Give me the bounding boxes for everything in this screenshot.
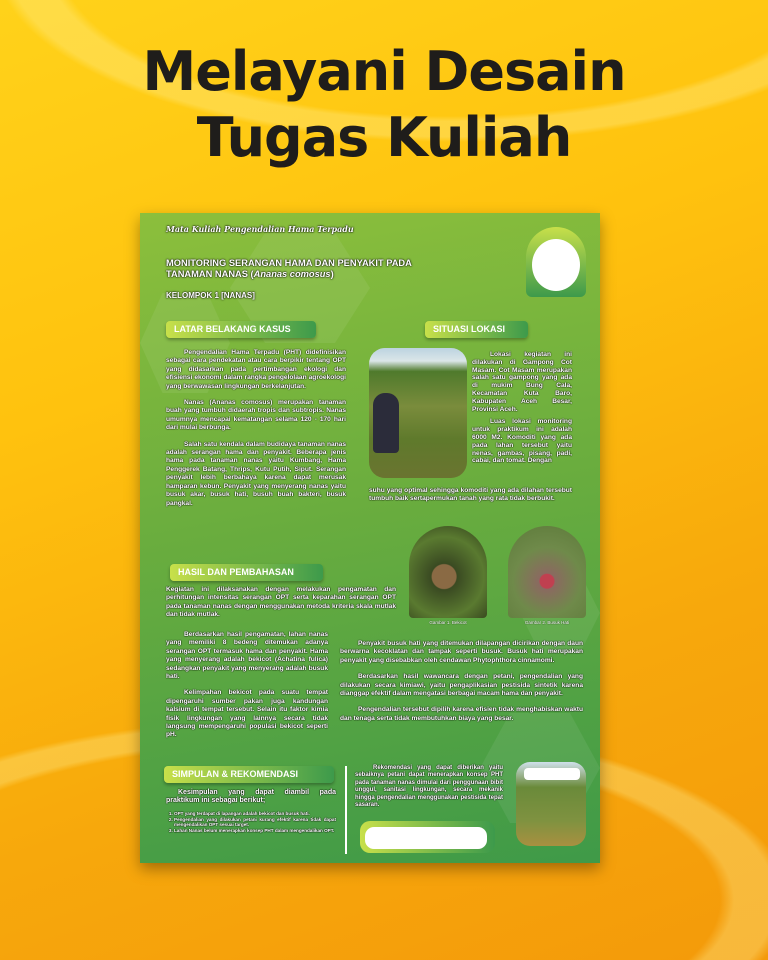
section-background: LATAR BELAKANG KASUS — [166, 321, 316, 338]
pineapple-photo — [508, 526, 586, 618]
title-line1: MONITORING SERANGAN HAMA DAN PENYAKIT PADA — [166, 258, 412, 268]
logo-placeholder — [532, 239, 580, 291]
section-location: SITUASI LOKASI — [425, 321, 528, 338]
background-para: Salah satu kendala dalam budidaya tanaman nanas adalah serangan hama dan penyakit. Beberapa jenis hama pada tanaman nanas yaitu Kumbang, Hama Penggerek Batang, Thrips, Kutu Putih, Siput. Serangan penyakit lebih berbahaya karena dapat merusak hamparan kebun. Penyakit yang menyerang nanas yaitu busuk akar, busuk hati, busuh buah bakteri, busuk pangkal. — [166, 440, 346, 507]
conclusion-item: 3. Lahan Nanas belum menerapkan konsep PHT dalam mengendalikan OPT. — [174, 828, 336, 834]
name-placeholder — [365, 827, 487, 849]
conclusion-item: 1. OPT yang terdapat di lapangan adalah bekicot dan busuk hati. — [174, 811, 336, 817]
location-text — [472, 351, 572, 465]
background-para: Nanas (Ananas comosus) merupakan tanaman buah yang tumbuh didaerah tropis dan subtropis. Nanas umumnya mencapai kematangan selama 120 - 170 hari dari mulai berbunga. — [166, 399, 346, 432]
results-intro: Kegiatan ini dilaksanakan dengan melakukan pengamatan dan perhitungan intensitas serangan OPT serta keparahan serangan OPT pada tanaman nanas dengan menggunakan metoda kriteria skala mutlak dan tidak mutlak. — [166, 586, 396, 619]
snail-photo — [409, 526, 487, 618]
recommendation-text: Rekomendasi yang dapat diberikan yaitu sebaiknya petani dapat menerapkan konsep PHT pada tanaman nanas dimulai dari penggunaan bibit unggul, sanitasi lingkungan, secara mekanik hingga pengendalian menggunakan pestisida tepat sasaran. — [355, 765, 503, 809]
name-frame — [360, 821, 495, 853]
headline-line1: Melayani Desain — [142, 40, 626, 103]
title-line2: TANAMAN NANAS ( — [166, 269, 254, 279]
results-right-para: Berdasarkan hasil wawancara dengan petani, pengendalian yang dilakukan secara kimiawi, yaitu pengaplikasian pestisida sintetik karena dianggap efektif dalam mengatasi berbagai macam hama dan penyakit. — [340, 673, 583, 698]
team-photo — [516, 762, 586, 846]
group-name: KELOMPOK 1 [NANAS] — [166, 291, 255, 300]
section-results: HASIL DAN PEMBAHASAN — [170, 564, 323, 581]
poster — [140, 213, 600, 863]
results-left-para: Kelimpahan bekicot pada suatu tempat dipengaruhi sumber pakan juga kandungan kalsium di tempat tersebut. Selain itu faktor kimia fisik lingkungan yang lainnya secara tidak langsung mempengaruhi populasi bekicot seperti pH. — [166, 689, 328, 739]
conclusion-list — [166, 811, 336, 833]
headline-line2: Tugas Kuliah — [196, 106, 572, 169]
results-right-para: Penyakit busuk hati yang ditemukan dilapangan dicirikan dengan daun berwarna kecoklatan dan tampak seperti busuk. Busuk hati merupakan penyakit yang disebabkan oleh cendawan Phytophthora cinnamomi. — [340, 640, 583, 664]
section-conclusion: SIMPULAN & REKOMENDASI — [164, 766, 334, 783]
results-left-para: Berdasarkan hasil pengamatan, lahan nanas yang memiliki 8 bedeng ditemukan adanya serangan OPT termasuk hama dan penyakit. Hama yang menyerang adalah bekicot (Achatina fulica) sedangkan penyakit yang menyerang adalah busuk hati. — [166, 631, 328, 681]
background-para: Pengendalian Hama Terpadu (PHT) didefinisikan sebagai cara pendekatan atau cara berpikir tentang OPT yang didasarkan pada pertimbangan ekologi dan efisiensi ekonomi dalam rangka pengelolaan agroekologi yang berwawasan lingkungan berkelanjutan. — [166, 349, 346, 390]
course-name: Mata Kuliah Pengendalian Hama Terpadu — [166, 224, 354, 234]
background-text — [166, 349, 346, 516]
title-end: ) — [330, 269, 334, 279]
location-photo — [369, 348, 467, 478]
location-text-cont: suhu yang optimal sehingga komoditi yang ada dilahan tersebut tumbuh baik sertapermukan tanah yang rata tidak berbukit. — [369, 487, 572, 502]
logo-frame — [526, 227, 586, 297]
divider — [345, 766, 347, 854]
title-italic: Ananas comosus — [253, 269, 331, 279]
results-right — [340, 640, 583, 731]
results-right-para: Pengendalian tersebut dipilih karena efisien tidak menghabiskan waktu dan tenaga serta tidak membutuhkan biaya yang besar. — [340, 706, 583, 722]
caption-1: Gambar 1. Bekicot — [429, 620, 467, 625]
conclusion-intro: Kesimpulan yang dapat diambil pada praktikum ini sebagai berikut; — [166, 789, 336, 805]
poster-title — [166, 258, 412, 280]
location-para: Lokasi kegiatan ini dilakukan di Gampong Cot Masam. Cot Masam merupakan salah satu gampong yang ada di mukim Bung Cala, Kecamatan Kuta Baro, Kabupaten Aceh Besar, Provinsi Aceh. — [472, 351, 572, 413]
results-left — [166, 631, 328, 748]
caption-2: Gambar 2. Busuk Hati — [524, 620, 570, 625]
conclusion-item: 2. Pengendalian yang dilakukan petani kurang efektif karena tidak dapat mengendalikan OPT sesuai target. — [174, 817, 336, 828]
location-para: Luas lokasi monitoring untuk praktikum ini adalah 6000 M2. Komoditi yang ada pada lahan tersebut yaitu nenas, gambas, pisang, padi, cabai, dan tomat. Dengan — [472, 418, 572, 465]
